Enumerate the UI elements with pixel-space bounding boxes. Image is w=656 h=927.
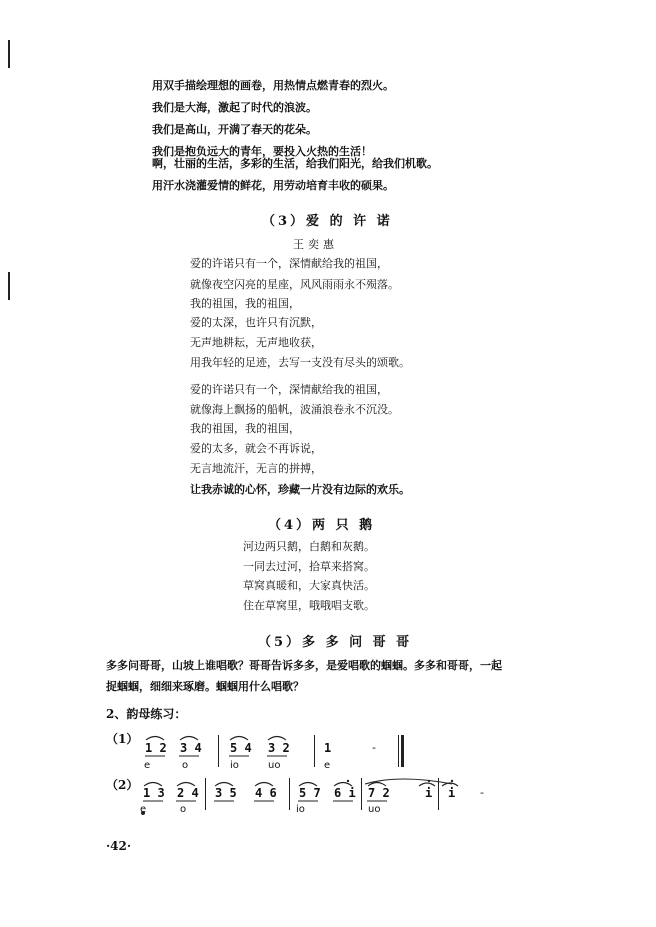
row2-note-group: 3 5 [215, 786, 237, 800]
row2-note-group: 6 i [334, 786, 356, 800]
poem4-line: 住在草窝里，哦哦唱支歌。 [243, 599, 375, 612]
row1-note-group: 3 2 [268, 741, 290, 755]
row2-note-group: 2 4 [177, 786, 199, 800]
exercise-row1-label: （1） [106, 732, 139, 746]
poem3-author: 王奕惠 [293, 238, 338, 251]
poem5-line: 多多问哥哥，山坡上谁唱歌？哥哥告诉多多，是爱唱歌的蝈蝈。多多和哥哥，一起 [106, 659, 502, 672]
bar-line [218, 735, 219, 767]
row2-note-group: i [448, 786, 456, 800]
intro-line: 用双手描绘理想的画卷，用热情点燃青春的烈火。 [152, 79, 394, 92]
hold-dash: - [372, 741, 376, 754]
row1-note-group: 5 4 [230, 741, 252, 755]
row2-syllable: uo [368, 804, 381, 815]
poem3-line: 就像夜空闪亮的星座，风风雨雨永不殒落。 [190, 278, 399, 291]
bar-line [361, 778, 362, 810]
intro-line: 用汗水浇灌爱情的鲜花，用劳动培育丰收的硕果。 [152, 179, 394, 192]
row2-syllable: e [140, 804, 147, 815]
row1-syllable: e [324, 760, 331, 771]
poem5-line: 捉蝈蝈，细细来琢磨。蝈蝈用什么唱歌？ [106, 680, 304, 693]
bar-line [438, 778, 439, 810]
poem3-line: 我的祖国，我的祖国， [190, 297, 300, 310]
poem4-line: 河边两只鹅，白鹅和灰鹅。 [243, 540, 375, 553]
row1-syllable: io [230, 760, 239, 771]
exercise-row2-label: （2） [106, 778, 139, 792]
bar-line [398, 735, 399, 767]
row2-note-group: 1 3 [143, 786, 165, 800]
poem5-heading: （5）多 多 问 哥 哥 [258, 635, 413, 650]
poem3-line: 爱的许诺只有一个，深情献给我的祖国， [190, 257, 388, 270]
row2-note-group: 7 2 [368, 786, 390, 800]
bar-line [205, 778, 206, 810]
row1-note-group: 1 [324, 741, 332, 755]
row1-syllable: o [182, 760, 189, 771]
row1-note-group: 3 4 [180, 741, 202, 755]
bar-line [314, 735, 315, 767]
intro-line: 啊，壮丽的生活，多彩的生活，给我们阳光，给我们机歌。 [152, 157, 438, 170]
poem3-line: 让我赤诚的心怀，珍藏一片没有边际的欢乐。 [190, 483, 410, 496]
row2-note-group: 5 7 [299, 786, 321, 800]
row2-note-group: i [425, 786, 433, 800]
row2-syllable: o [180, 804, 187, 815]
poem3-line: 爱的太多，就会不再诉说， [190, 442, 322, 455]
poem3-line: 就像海上飘扬的船帆，波涌浪卷永不沉没。 [190, 403, 399, 416]
intro-line: 我们是高山，开满了春天的花朵。 [152, 123, 317, 136]
poem3-heading: （3）爱 的 许 诺 [262, 214, 393, 229]
poem4-line: 草窝真暖和，大家真快活。 [243, 579, 375, 592]
bar-line [289, 778, 290, 810]
row2-note-group: 4 6 [255, 786, 277, 800]
poem3-line: 我的祖国，我的祖国， [190, 422, 300, 435]
poem3-line: 无声地耕耘，无声地收获， [190, 336, 322, 349]
poem4-heading: （4）两 只 鹅 [268, 518, 376, 533]
final-bar-line [401, 735, 404, 767]
intro-line: 我们是大海，激起了时代的浪波。 [152, 101, 317, 114]
page-number: ·42· [106, 839, 132, 853]
poem3-line: 用我年轻的足迹，去写一支没有尽头的颂歌。 [190, 356, 410, 369]
poem4-line: 一同去过河，拾草来搭窝。 [243, 560, 375, 573]
row1-syllable: e [144, 760, 151, 771]
poem3-line: 爱的太深，也许只有沉默， [190, 316, 322, 329]
intro-line: 我们是抱负远大的青年，要投入火热的生活！ [152, 145, 372, 158]
row2-syllable: io [296, 804, 305, 815]
hold-dash: - [480, 786, 484, 799]
row1-syllable: uo [268, 760, 281, 771]
poem3-line: 无言地流汗，无言的拼搏， [190, 462, 322, 475]
poem3-line: 爱的许诺只有一个，深情献给我的祖国， [190, 383, 388, 396]
row1-note-group: 1 2 [145, 741, 167, 755]
exercise-title: 2、韵母练习： [106, 707, 187, 721]
